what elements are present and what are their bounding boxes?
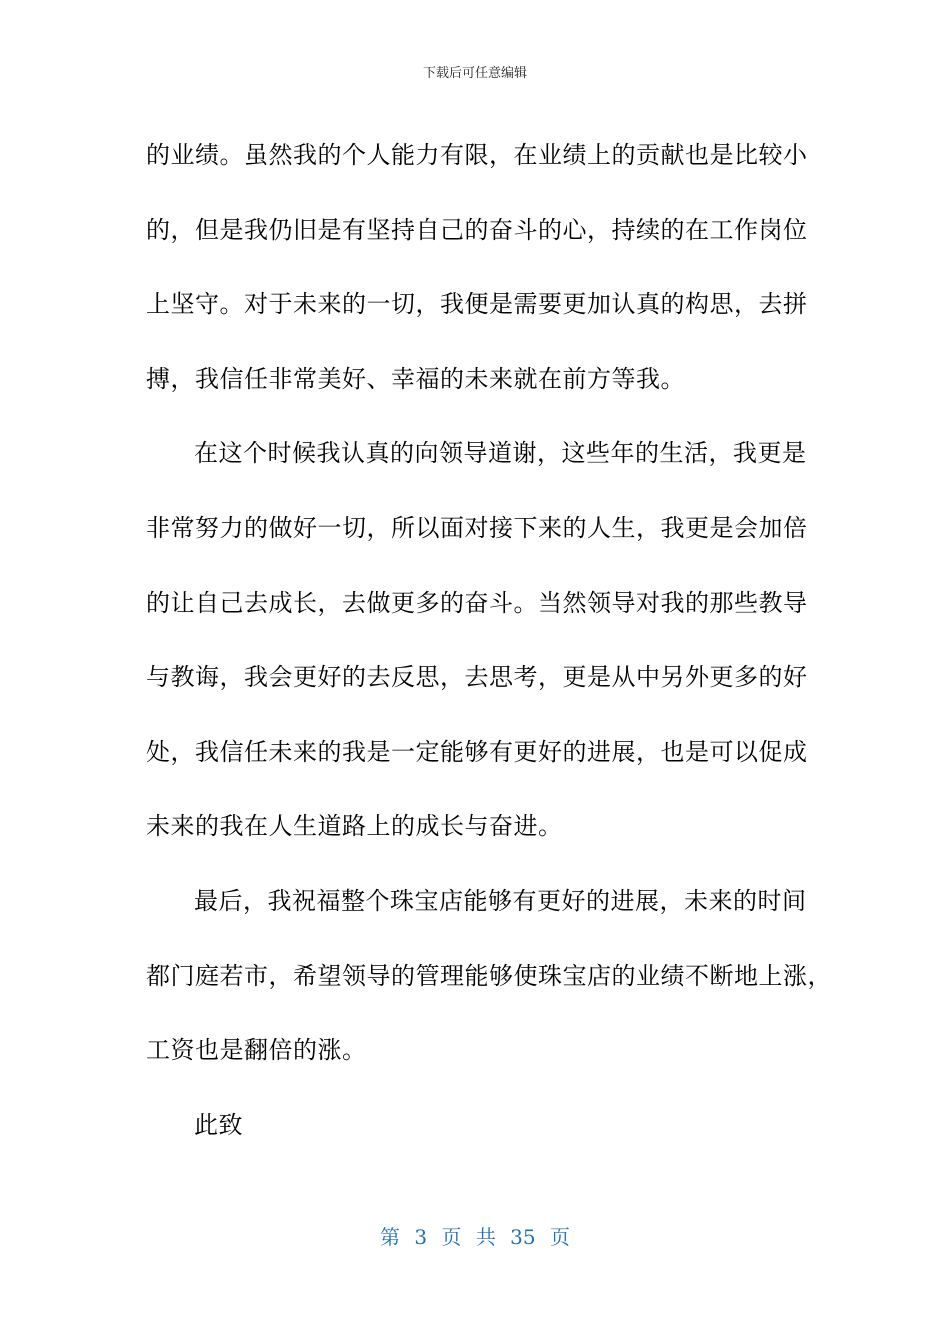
footer-prefix: 第 bbox=[380, 1225, 400, 1249]
text-line: 工资也是翻倍的涨。 bbox=[146, 1036, 367, 1065]
document-body bbox=[146, 118, 832, 1162]
text-line: 未来的我在人生道路上的成长与奋进。 bbox=[146, 812, 563, 841]
closing-line: 此致 bbox=[194, 1110, 243, 1139]
footer-total-word: 共 bbox=[475, 1225, 496, 1249]
footer-page-number: 3 bbox=[414, 1225, 428, 1249]
text-line: 非常努力的做好一切，所以面对接下来的人生，我更是会加倍 bbox=[146, 513, 808, 542]
page-footer bbox=[0, 1224, 950, 1250]
text-line: 上坚守。对于未来的一切，我便是需要更加认真的构思，去拼 bbox=[146, 290, 808, 319]
text-line: 搏，我信任非常美好、幸福的未来就在前方等我。 bbox=[146, 364, 685, 393]
text-line: 的让自己去成长，去做更多的奋斗。当然领导对我的那些教导 bbox=[146, 588, 808, 617]
footer-total-pages: 35 bbox=[510, 1225, 536, 1249]
page-header: 下载后可任意编辑 bbox=[422, 66, 527, 81]
text-line: 的业绩。虽然我的个人能力有限，在业绩上的贡献也是比较小 bbox=[146, 141, 808, 169]
text-line: 处，我信任未来的我是一定能够有更好的进展，也是可以促成 bbox=[146, 737, 808, 766]
footer-page-word: 页 bbox=[441, 1225, 462, 1249]
text-line: 的，但是我仍旧是有坚持自己的奋斗的心，持续的在工作岗位 bbox=[146, 215, 808, 244]
footer-suffix: 页 bbox=[549, 1225, 570, 1249]
text-line: 都门庭若市，希望领导的管理能够使珠宝店的业绩不断地上涨， bbox=[146, 961, 832, 990]
text-line: 在这个时候我认真的向领导道谢，这些年的生活，我更是 bbox=[194, 439, 807, 468]
text-line: 最后，我祝福整个珠宝店能够有更好的进展，未来的时间 bbox=[194, 886, 807, 915]
text-line: 与教诲，我会更好的去反思，去思考，更是从中另外更多的好 bbox=[146, 663, 808, 692]
